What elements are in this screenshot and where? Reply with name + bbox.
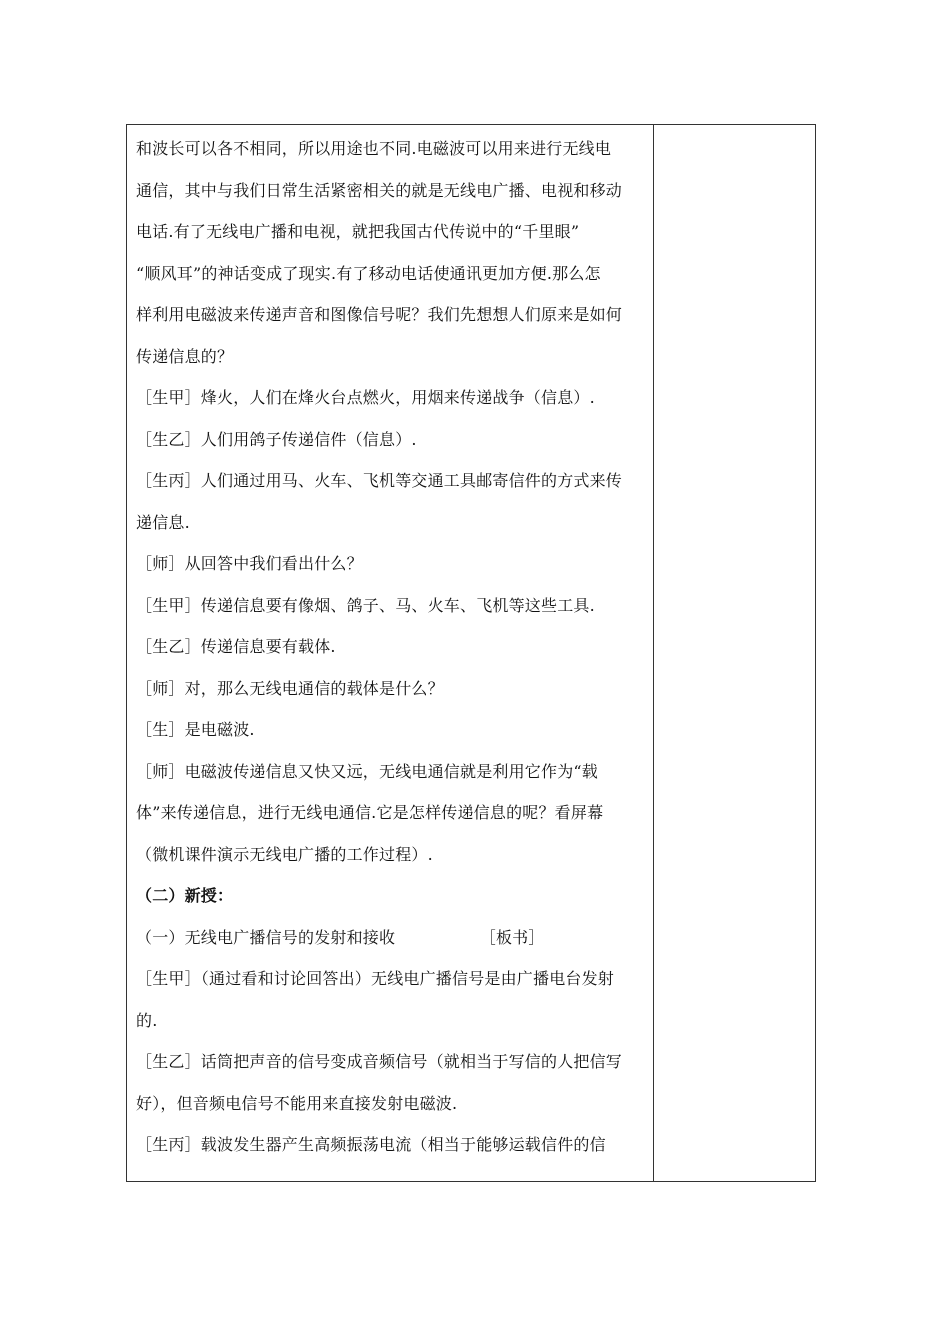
text-line: ［生乙］话筒把声音的信号变成音频信号（就相当于写信的人把信写: [136, 1052, 623, 1071]
text-line: （一）无线电广播信号的发射和接收 ［板书］: [136, 927, 545, 947]
side-notes-cell: [654, 125, 815, 1181]
text-line: 电话.有了无线电广播和电视，就把我国古代传说中的“千里眼”: [136, 222, 580, 241]
text-line: 的.: [136, 1010, 158, 1030]
text-line: 传递信息的？: [136, 346, 234, 366]
main-text-cell: [127, 125, 654, 1181]
text-line: （微机课件演示无线电广播的工作过程）.: [136, 844, 433, 864]
text-line: 好），但音频电信号不能用来直接发射电磁波.: [136, 1093, 458, 1113]
text-line: ［生甲］（通过看和讨论回答出）无线电广播信号是由广播电台发射: [136, 969, 615, 988]
text-line: ［生丙］载波发生器产生高频振荡电流（相当于能够运载信件的信: [136, 1135, 606, 1154]
text-line: 体”来传递信息，进行无线电通信.它是怎样传递信息的呢？看屏幕: [136, 803, 604, 822]
text-line: ［师］对，那么无线电通信的载体是什么？: [136, 678, 444, 698]
content-table: [126, 124, 816, 1182]
text-line: ［生丙］人们通过用马、火车、飞机等交通工具邮寄信件的方式来传: [136, 471, 623, 490]
text-line: ［师］从回答中我们看出什么？: [136, 554, 363, 573]
text-line: ［生乙］传递信息要有载体.: [136, 637, 336, 656]
text-line: 和波长可以各不相同，所以用途也不同.电磁波可以用来进行无线电: [136, 139, 612, 158]
text-line: ［师］电磁波传递信息又快又远，无线电通信就是利用它作为“载: [136, 761, 598, 781]
text-line: ［生］是电磁波.: [136, 720, 255, 739]
text-line: “顺风耳”的神话变成了现实.有了移动电话使通讯更加方便.那么怎: [136, 263, 601, 283]
text-line: 通信，其中与我们日常生活紧密相关的就是无线电广播、电视和移动: [136, 180, 623, 200]
text-line: ［生甲］传递信息要有像烟、鸽子、马、火车、飞机等这些工具.: [136, 595, 595, 615]
text-line: ［生乙］人们用鸽子传递信件（信息）.: [136, 429, 417, 449]
text-line: ［生甲］烽火，人们在烽火台点燃火，用烟来传递战争（信息）.: [136, 388, 595, 407]
section-heading: （二）新授：: [136, 886, 234, 905]
text-line: 样利用电磁波来传递声音和图像信号呢？我们先想想人们原来是如何: [136, 305, 623, 324]
text-line: 递信息.: [136, 512, 190, 532]
